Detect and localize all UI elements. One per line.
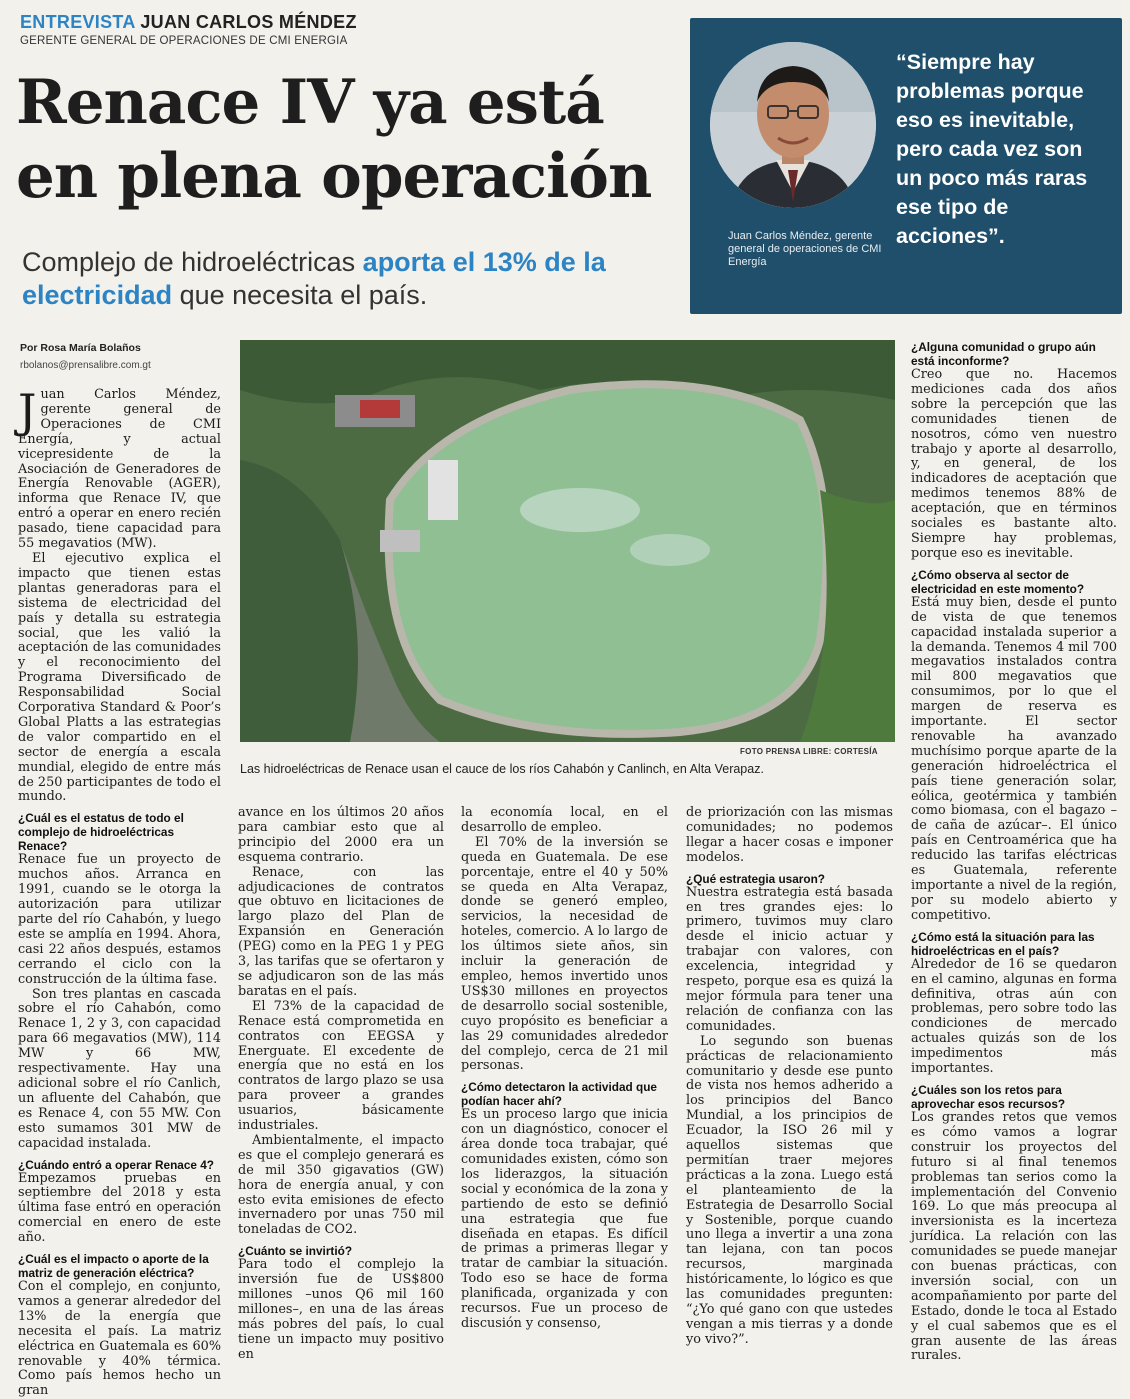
kicker-label: ENTREVISTA xyxy=(20,12,136,32)
answer-paragraph: Creo que no. Hacemos mediciones cada dos años sobre la percepción que las comunidades tienen de nosotros, cómo ven nuestro trabajo y aporte al desarrollo, y, en general, de los indicadores de aceptación que medimos tenemos 88% de aceptación, que en términos sociales es bastante alto. Siempre hay problemas, porque eso es inevitable. xyxy=(911,367,1117,561)
answer-paragraph: Para todo el complejo la inversión fue de US$800 millones –unos Q6 mil 160 millones–, en una de las áreas más pobres del país, lo cual tiene un impacto muy positivo en xyxy=(238,1257,444,1362)
paragraph: Ambientalmente, el impacto es que el complejo generará es de mil 350 gigavatios (GW) hora de energía anual, y con esto evita emisiones de efecto invernadero por unas 750 mil toneladas de CO2. xyxy=(238,1132,444,1238)
question-heading: ¿Cuál es el estatus de todo el complejo de hidroeléctricas Renace? xyxy=(18,811,184,854)
question-heading: ¿Qué estrategia usaron? xyxy=(686,871,825,886)
answer-paragraph: Es un proceso largo que inicia con un diagnóstico, conocer el área donde toca trabajar, qué comunidades existen, cómo son los liderazgos, la situación social y económica de la zona y partiendo de esto se definió una estrategia que fue diseñada en etapas. Es difícil de primas a primeras llegar y tratar de cambiar la situación. Todo eso se hace de forma planificada, organizada y con recursos. Fue un proceso de discusión y consenso, xyxy=(461,1107,668,1331)
subhead-part-1: Complejo de hidroeléctricas xyxy=(22,247,363,277)
paragraph: El ejecutivo explica el impacto que tienen estas plantas generadoras para el sistema de electricidad del país y detalla su estrategia social, que les valió la aceptación de las comunidades y el reconocimiento del Programa Diversificado de Responsabilidad Social Corporativa Standard & Poor’s Global Platts a las estrategias de valor compartido en el sector de energía a escala mundial, elegido de entre más de 250 participantes de todo el mundo. xyxy=(18,550,221,805)
photo-credit: FOTO PRENSA LIBRE: CORTESÍA xyxy=(740,747,878,756)
byline-email: rbolanos@prensalibre.com.gt xyxy=(20,360,151,371)
question-heading: ¿Alguna comunidad o grupo aún está inconforme? xyxy=(911,340,1096,368)
headline-line-2: en plena operación xyxy=(16,141,652,212)
paragraph: de priorización con las mismas comunidades; no podemos llegar a hacer cosas e imponer modelos. xyxy=(686,805,893,865)
question-heading: ¿Cómo está la situación para las hidroeléctricas en el país? xyxy=(911,929,1095,958)
kicker-name: JUAN CARLOS MÉNDEZ xyxy=(140,12,357,32)
answer-paragraph: Alrededor de 16 se quedaron en el camino, algunas en forma definitiva, otras aún con problemas, pero sobre todo las condiciones de mercado actuales quizás son de los impedimentos más importantes. xyxy=(911,956,1117,1077)
drop-cap: J xyxy=(18,384,37,438)
pull-quote: “Siempre hay problemas porque eso es inevitable, pero cada vez son un poco más raras ese tipo de acciones”. xyxy=(896,50,1088,248)
answer-paragraph: Está muy bien, desde el punto de vista de que tenemos capacidad instalada superior a la demanda. Tenemos 4 mil 700 megavatios instalados contra mil 800 megavatios que consumimos, por lo que el margen de reserva es importante. El sector renovable ha avanzado muchísimo porque aparte de la generación hidroeléctrica el país tiene generación solar, eólica, geotérmica y también como biomasa, con el bagazo –de caña de azúcar–. El único país en Centroamérica que ha reducido las tarifas eléctricas es Guatemala, referente importante a nivel de la región, por su modelo abierto y competitivo. xyxy=(911,594,1117,923)
article-column-5 xyxy=(911,340,1117,1364)
subhead-highlight: aporta el 13% de la electricidad xyxy=(22,247,606,310)
portrait-caption: Juan Carlos Méndez, gerente general de operaciones de CMI Energía xyxy=(728,230,882,268)
intro-text: uan Carlos Méndez, gerente general de Operaciones de CMI Energía, y actual vicepresidente de la Asociación de Generadores de Energía Renovable (AGER), informa que Renace IV, que entró a operar en enero recién pasado, tiene capacidad para 55 megavatios (MW). xyxy=(18,387,221,552)
reservoir-photo xyxy=(240,340,895,742)
article-column-4 xyxy=(686,806,893,1348)
question-heading: ¿Cómo observa al sector de electricidad en este momento? xyxy=(911,567,1085,596)
question-heading: ¿Cuándo entró a operar Renace 4? xyxy=(18,1157,215,1172)
photo-caption: Las hidroeléctricas de Renace usan el cauce de los ríos Cahabón y Canlinch, en Alta Verapaz. xyxy=(240,762,764,776)
portrait-photo xyxy=(710,42,876,208)
question-heading: ¿Cuánto se invirtió? xyxy=(238,1244,353,1259)
answer-paragraph: Con el complejo, en conjunto, vamos a generar alrededor del 13% de la energía que necesita el país. La matriz eléctrica en Guatemala es 60% renovable y 40% térmica. Como país hemos hecho un gran xyxy=(18,1279,221,1399)
paragraph: avance en los últimos 20 años para cambiar esto que al principio del 2000 era un esquema contrario. xyxy=(238,805,444,865)
article-column-2 xyxy=(238,806,444,1363)
question-heading: ¿Cómo detectaron la actividad que podían hacer ahí? xyxy=(461,1080,657,1109)
headline xyxy=(16,66,696,214)
question-heading: ¿Cuáles son los retos para aprovechar esos recursos? xyxy=(911,1082,1066,1111)
question-heading: ¿Cuál es el impacto o aporte de la matriz de generación eléctrica? xyxy=(18,1252,209,1281)
answer-paragraph: Los grandes retos que vemos es cómo vamos a lograr construir los proyectos del futuro si al final tenemos problemas tan serios como la implementación del Convenio 169. Lo que más preocupa al inversionista es la incerteza jurídica. La relación con las comunidades se puede manejar con buenas prácticas, con inversión social, con un acompañamiento por parte del Estado, donde le toca al Estado y el cual sabemos que es el gran ausente de las áreas rurales. xyxy=(911,1109,1117,1364)
answer-paragraph: Renace fue un proyecto de muchos años. Arranca en 1991, cuando se le otorga la autorización para utilizar parte del río Cahabón, y luego este se amplía en 1994. Ahora, casi 22 años después, estamos cerrando el ciclo con la construcción de la última fase. xyxy=(18,852,221,987)
subheadline xyxy=(22,246,682,312)
answer-paragraph: Son tres plantas en cascada sobre el río Cahabón, como Renace 1, 2 y 3, con capacidad para 66 megavatios (MW), 114 MW y 66 MW, respectivamente. Hay una adicional sobre el río Canlich, un afluente del Cahabón, que es Renace 4, con 55 MW. Con esto sumamos 301 MW de capacidad instalada. xyxy=(18,986,221,1151)
paragraph: la economía local, en el desarrollo de empleo. xyxy=(461,805,668,835)
paragraph: Renace, con las adjudicaciones de contratos que obtuvo en licitaciones de largo plazo del Plan de Expansión en Generación (PEG) como en la PEG 1 y PEG 3, las tarifas que se ofertaron y se adjudicaron son de las más baratas en el país. xyxy=(238,864,444,999)
paragraph: El 70% de la inversión se queda en Guatemala. De ese porcentaje, entre el 40 y 50% se queda en Alta Verapaz, donde se generó empleo, servicios, la necesidad de hoteles, comercio. A lo largo de los últimos siete años, sin incluir la generación de empleo, hemos invertido unos US$30 millones en proyectos de desarrollo social sostenible, cuyo propósito es beneficiar a las 29 comunidades alrededor del complejo, cerca de 21 mil personas. xyxy=(461,834,668,1074)
section-kicker xyxy=(20,12,357,33)
headline-line-1: Renace IV ya está xyxy=(16,67,604,138)
answer-paragraph: Lo segundo son buenas prácticas de relacionamiento comunitario y desde ese punto de vista nos hemos adherido a los principios del Banco Mundial, a los principios de Ecuador, la ISO 26 mil y aquellos sistemas que permitían traer mejores prácticas a la zona. Luego está el planteamiento de la Estrategia de Desarrollo Social y Sostenible, porque cuando uno llega a invertir a una zona tan lejana, con tan pocos recursos, marginada históricamente, lo lógico es que las comunidades pregunten: “¿Yo qué gano con que ustedes vengan a mis tierras y a donde yo vivo?”. xyxy=(686,1033,893,1347)
article-column-1 xyxy=(18,384,221,1399)
kicker-subtitle: GERENTE GENERAL DE OPERACIONES DE CMI ENERGIA xyxy=(20,35,348,47)
subhead-part-2: que necesita el país. xyxy=(172,280,428,310)
answer-paragraph: Empezamos pruebas en septiembre del 2018 y esta última fase entró en operación comercial en enero de este año. xyxy=(18,1170,221,1246)
answer-paragraph: Nuestra estrategia está basada en tres grandes ejes: lo primero, tuvimos muy claro desde el inicio actuar y trabajar con valores, con excelencia, integridad y respeto, porque esa es quizá la mejor fórmula para tener una relación de confianza con las comunidades. xyxy=(686,884,893,1034)
byline-author: Por Rosa María Bolaños xyxy=(20,342,141,354)
article-column-3 xyxy=(461,806,668,1332)
paragraph: El 73% de la capacidad de Renace está comprometida en contratos con EEGSA y Energuate. El excedente de energía que no está en los contratos de largo plazo se usa para proveer a grandes usuarios, básicamente industriales. xyxy=(238,998,444,1134)
intro-paragraph xyxy=(18,384,221,552)
